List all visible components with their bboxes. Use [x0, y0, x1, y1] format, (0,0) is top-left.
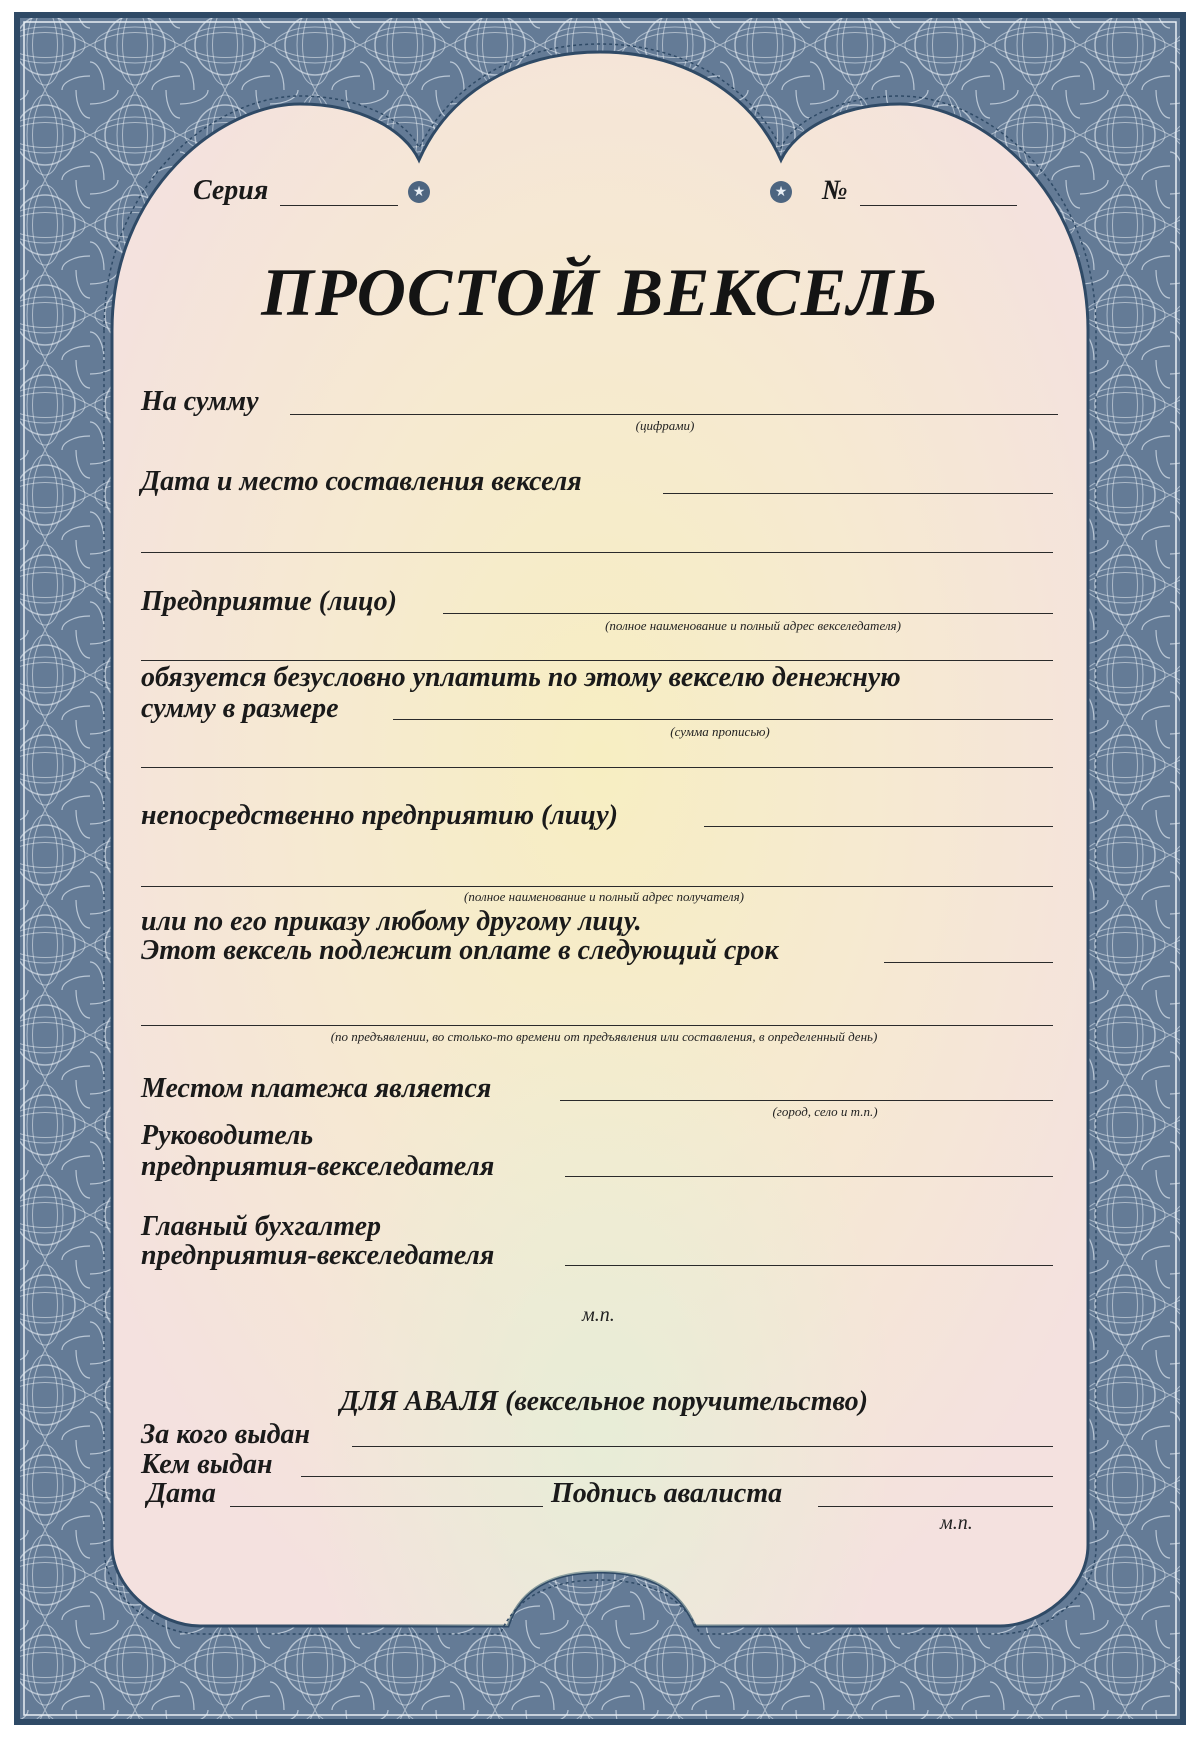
aval-signature-field[interactable]	[818, 1506, 1053, 1507]
sum-words-field[interactable]	[393, 719, 1053, 720]
date-place-field[interactable]	[663, 493, 1053, 494]
term-field[interactable]	[884, 962, 1053, 963]
amount-caption: (цифрами)	[635, 418, 695, 433]
stamp-place-label: м.п.	[582, 1304, 615, 1326]
sum-words-caption: (сумма прописью)	[670, 724, 770, 739]
aval-issued-by-label: Кем выдан	[141, 1449, 273, 1480]
accountant-signature-field[interactable]	[565, 1265, 1053, 1266]
amount-field[interactable]	[290, 414, 1058, 415]
accountant-label-line1: Главный бухгалтер	[141, 1211, 382, 1242]
amount-label: На сумму	[141, 386, 259, 417]
head-label-line2: предприятия-векселедателя	[141, 1151, 495, 1182]
aval-date-label: Дата	[147, 1478, 216, 1509]
place-caption: (город, село и т.п.)	[772, 1104, 878, 1119]
head-label-line1: Руководитель	[141, 1120, 314, 1151]
place-label: Местом платежа является	[141, 1073, 492, 1104]
term-field-line2[interactable]	[141, 1025, 1053, 1026]
payee-caption: (полное наименование и полный адрес получателя)	[464, 889, 744, 904]
aval-issued-by-field[interactable]	[301, 1476, 1053, 1477]
series-field[interactable]	[280, 205, 398, 206]
place-field[interactable]	[560, 1100, 1053, 1101]
star-ornament-icon: ★	[770, 181, 792, 203]
obligation-text-line2: сумму в размере	[141, 693, 339, 724]
aval-date-field[interactable]	[230, 1506, 543, 1507]
payee-label: непосредственно предприятию (лицу)	[141, 800, 618, 831]
term-caption: (по предъявлении, во столько-то времени от предъявления или составления, в определенный день)	[330, 1029, 878, 1044]
aval-for-whom-field[interactable]	[352, 1446, 1053, 1447]
payee-field-line2[interactable]	[141, 886, 1053, 887]
date-place-field-line2[interactable]	[141, 552, 1053, 553]
number-label: №	[822, 175, 848, 206]
aval-for-whom-label: За кого выдан	[141, 1419, 311, 1450]
date-place-label: Дата и место составления векселя	[141, 466, 582, 497]
series-label: Серия	[193, 175, 269, 206]
term-label: Этот вексель подлежит оплате в следующий срок	[141, 935, 779, 966]
drawer-field[interactable]	[443, 613, 1053, 614]
drawer-label: Предприятие (лицо)	[141, 586, 397, 617]
drawer-field-line2[interactable]	[141, 660, 1053, 661]
star-ornament-icon: ★	[408, 181, 430, 203]
order-text: или по его приказу любому другому лицу.	[141, 906, 642, 937]
obligation-text-line1: обязуется безусловно уплатить по этому векселю денежную	[141, 662, 901, 693]
sum-words-field-line2[interactable]	[141, 767, 1053, 768]
aval-heading: ДЛЯ АВАЛЯ (вексельное поручительство)	[340, 1386, 868, 1417]
head-signature-field[interactable]	[565, 1176, 1053, 1177]
payee-field[interactable]	[704, 826, 1053, 827]
document-title: ПРОСТОЙ ВЕКСЕЛЬ	[261, 254, 939, 330]
aval-stamp-place-label: м.п.	[940, 1512, 973, 1534]
number-field[interactable]	[860, 205, 1017, 206]
accountant-label-line2: предприятия-векселедателя	[141, 1240, 495, 1271]
drawer-caption: (полное наименование и полный адрес векселедателя)	[605, 618, 901, 633]
aval-signature-label: Подпись авалиста	[551, 1478, 783, 1509]
